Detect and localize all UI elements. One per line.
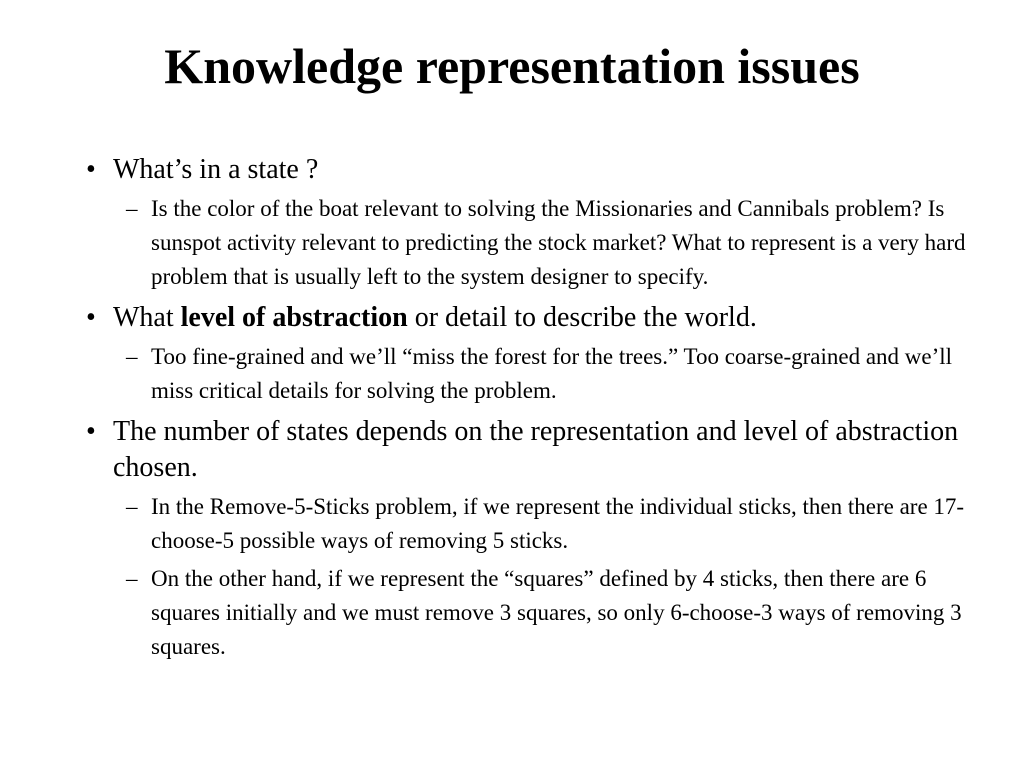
dash-marker: –: [126, 196, 138, 221]
dash-marker: –: [126, 494, 138, 519]
bullet-item: [86, 414, 986, 486]
bullet-text: What’s in a state ?: [113, 154, 319, 185]
bullet-text-pre: What: [113, 302, 181, 333]
sub-bullet-item: [86, 490, 986, 558]
bullet-text-post: or detail to describe the world.: [407, 302, 757, 333]
slide-title: Knowledge representation issues: [164, 38, 860, 94]
bullet-marker: •: [86, 302, 96, 333]
dash-marker: –: [126, 344, 138, 369]
sub-bullet-item: [86, 562, 986, 664]
sub-bullet-item: [86, 340, 986, 408]
slide-body: [86, 152, 986, 664]
bullet-text: The number of states depends on the representation and level of abstraction chosen.: [113, 416, 959, 483]
bullet-marker: •: [86, 416, 96, 447]
sub-bullet-item: [86, 192, 986, 294]
sub-bullet-text: Is the color of the boat relevant to solving the Missionaries and Cannibals problem? Is sunspot activity relevant to predicting the stock market? What to represent is a very hard problem that is usually left to the system designer to specify.: [151, 196, 966, 289]
bullet-marker: •: [86, 154, 96, 185]
dash-marker: –: [126, 566, 138, 591]
sub-bullet-text: Too fine-grained and we’ll “miss the forest for the trees.” Too coarse-grained and we’ll miss critical details for solving the problem.: [151, 344, 953, 403]
bullet-item: [86, 152, 986, 188]
bullet-item: [86, 300, 986, 336]
sub-bullet-text: In the Remove-5-Sticks problem, if we represent the individual sticks, then there are 17-choose-5 possible ways of removing 5 sticks.: [151, 494, 965, 553]
sub-bullet-text: On the other hand, if we represent the “squares” defined by 4 sticks, then there are 6 squares initially and we must remove 3 squares, so only 6-choose-3 ways of removing 3 squares.: [151, 566, 962, 659]
bullet-text-bold: level of abstraction: [180, 302, 408, 333]
